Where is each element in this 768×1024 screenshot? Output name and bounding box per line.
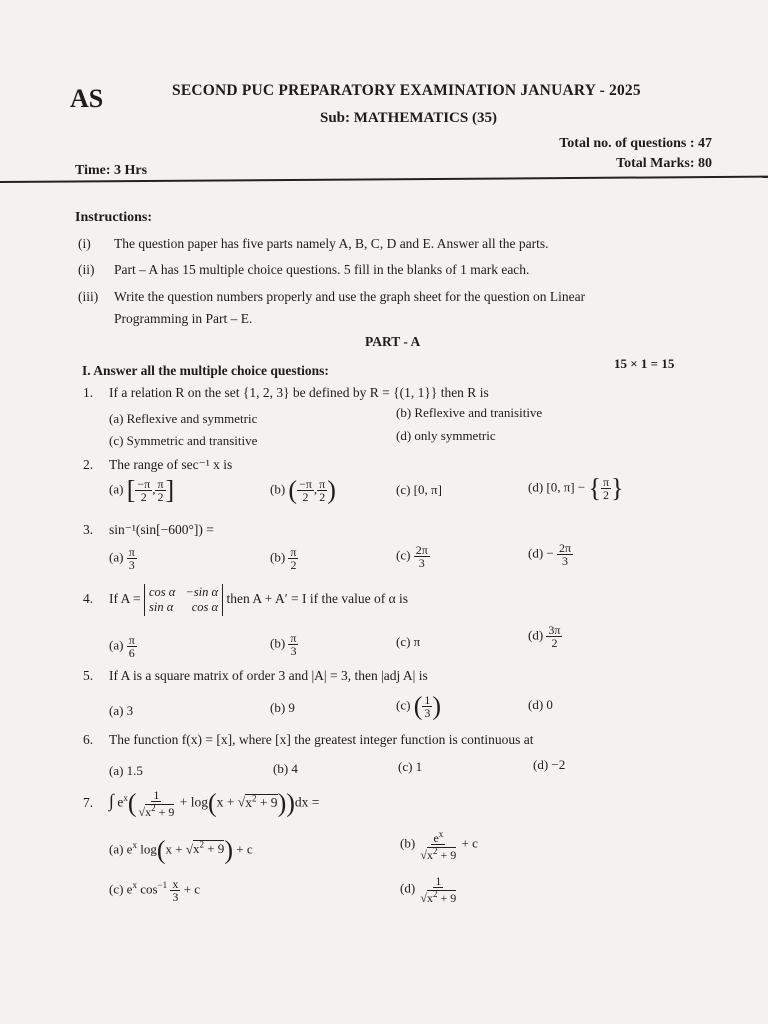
series-code: AS (70, 84, 104, 113)
option-a: (a) $e^x$ $\log(x + √x^2 + 9) + c$ (109, 835, 253, 865)
option-b: (b) $\frac{e^x}{√x^2 + 9}$ + c (400, 829, 478, 862)
question-2: 2. The range of sec⁻¹ x is (83, 457, 233, 472)
instruction-item-continued: Programming in Part – E. (114, 311, 253, 326)
part-heading: PART - A (365, 334, 421, 349)
option-d: (d) only symmetric (396, 428, 496, 443)
option-b: (b) $\frac{\pi}{3}$ (270, 631, 297, 658)
option-c: (c) [0, π] (396, 482, 442, 497)
question-6: 6. The function f(x) = [x], where [x] the greatest integer function is continuous at (83, 732, 534, 747)
option-d: (d) −2 (533, 757, 566, 772)
option-a: (a) 1.5 (109, 763, 143, 778)
option-d: (d) [0, π] − { $\frac{\pi}{2}$ } (528, 473, 624, 503)
option-d: (d) $\frac{1}{√x^2 + 9}$ (400, 874, 457, 905)
time-duration: Time: 3 Hrs (75, 163, 148, 178)
instruction-item: (iii) Write the question numbers properly and use the graph sheet for the question on Linear (78, 289, 586, 304)
option-c: (c) π (396, 634, 421, 649)
instruction-item: (i) The question paper has five parts namely A, B, C, D and E. Answer all the parts. (78, 236, 549, 251)
option-a: (a) [ $\frac{-\pi}{2}$ , $\frac{\pi}{2}$ ] (109, 475, 175, 505)
option-b: (b) 9 (270, 700, 295, 715)
question-3: 3. sin⁻¹(sin[−600°]) = (83, 522, 214, 537)
option-b: (b) Reflexive and tranisitive (396, 405, 543, 420)
option-c: (c) $\frac{2\pi}{3}$ (396, 543, 428, 570)
option-a: (a) $\frac{\pi}{6}$ (109, 633, 135, 660)
option-a: (a) 3 (109, 703, 134, 718)
option-d: (d) $\frac{3\pi}{2}$ (528, 623, 561, 650)
total-marks: Total Marks: 80 (616, 156, 712, 171)
option-d: (d) − $\frac{2\pi}{3}$ (528, 541, 572, 568)
matrix-A: cos α −sin α sin α cos α (144, 584, 223, 616)
question-4: 4. If A = cos α −sin α sin α cos α then A + A′ = I if the value of α is (83, 585, 409, 614)
total-questions: Total no. of questions : 47 (559, 136, 712, 151)
option-c: (c) 1 (398, 759, 423, 774)
question-1: 1. If a relation R on the set {1, 2, 3} be defined by R = {(1, 1}} then R is (83, 385, 489, 400)
option-d: (d) 0 (528, 697, 553, 712)
instructions-heading: Instructions: (75, 210, 153, 225)
option-c: (c) $e^x$ $\cos^{-1}$ $\frac{x}{3}$ + c (109, 877, 200, 904)
instruction-item: (ii) Part – A has 15 multiple choice questions. 5 fill in the blanks of 1 mark each. (78, 262, 530, 277)
section-heading: I. Answer all the multiple choice questions: (82, 363, 329, 378)
option-b: (b) $\frac{\pi}{2}$ (270, 545, 297, 572)
question-5: 5. If A is a square matrix of order 3 and |A| = 3, then |adj A| is (83, 668, 428, 683)
option-c: (c) Symmetric and transitive (109, 433, 258, 448)
option-a: (a) $\frac{\pi}{3}$ (109, 545, 135, 572)
option-c: (c) ( $\frac{1}{3}$ ) (396, 691, 442, 721)
subject-line: Sub: MATHEMATICS (35) (320, 110, 497, 126)
option-b: (b) 4 (273, 761, 298, 776)
option-b: (b) ( $\frac{-\pi}{2}$ , $\frac{\pi}{2}$ ) (270, 475, 336, 505)
option-a: (a) Reflexive and symmetric (109, 411, 258, 426)
exam-title: SECOND PUC PREPARATORY EXAMINATION JANUARY - 2025 (172, 82, 641, 99)
question-7: 7. ∫ $e^x$( $\frac{1}{√x^2 + 9}$ + $\log(x + √x^2 + 9))dx$ = (83, 788, 320, 819)
section-marks: 15 × 1 = 15 (614, 356, 675, 371)
